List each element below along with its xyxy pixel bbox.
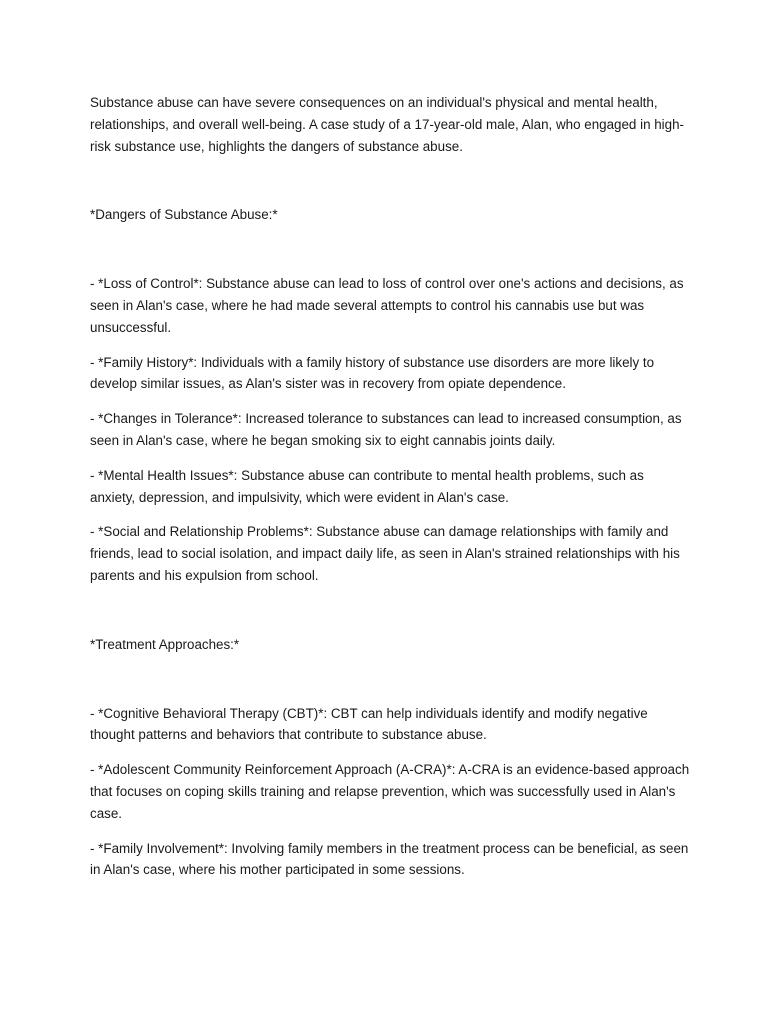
treatment-item-a-cra: - *Adolescent Community Reinforcement Approach (A-CRA)*: A-CRA is an evidence-based approach that focuses on coping skills training and relapse prevention, which was successfully used in Alan's case.: [90, 762, 690, 821]
treatment-item-cbt: - *Cognitive Behavioral Therapy (CBT)*: CBT can help individuals identify and modify negative thought patterns and behaviors that contribute to substance abuse.: [90, 705, 648, 743]
dangers-item-loss-of-control: - *Loss of Control*: Substance abuse can lead to loss of control over one's actions and decisions, as seen in Alan's case, where he had made several attempts to control his cannabis use but was unsuccessful.: [90, 276, 684, 335]
document-page: [90, 92, 690, 894]
treatment-heading: *Treatment Approaches:*: [90, 636, 240, 652]
dangers-item-changes-in-tolerance: - *Changes in Tolerance*: Increased tolerance to substances can lead to increased consumption, as seen in Alan's case, where he began smoking six to eight cannabis joints daily.: [90, 411, 682, 448]
dangers-item-social-relationship: - *Social and Relationship Problems*: Substance abuse can damage relationships with family and friends, lead to social isolation, and impact daily life, as seen in Alan's strained relationships with his parents and his expulsion from school.: [90, 524, 680, 583]
intro-paragraph: Substance abuse can have severe consequences on an individual's physical and mental health, relationships, and overall well-being. A case study of a 17-year-old male, Alan, who engaged in high-risk substance use, highlights the dangers of substance abuse.: [90, 95, 685, 154]
dangers-item-mental-health: - *Mental Health Issues*: Substance abuse can contribute to mental health problems, such as anxiety, depression, and impulsivity, which were evident in Alan's case.: [90, 467, 644, 505]
dangers-item-family-history: - *Family History*: Individuals with a family history of substance use disorders are more likely to develop similar issues, as Alan's sister was in recovery from opiate dependence.: [90, 354, 655, 392]
dangers-heading: *Dangers of Substance Abuse:*: [90, 207, 278, 223]
treatment-item-family-involvement: - *Family Involvement*: Involving family members in the treatment process can be beneficial, as seen in Alan's case, where his mother participated in some sessions.: [90, 840, 689, 878]
